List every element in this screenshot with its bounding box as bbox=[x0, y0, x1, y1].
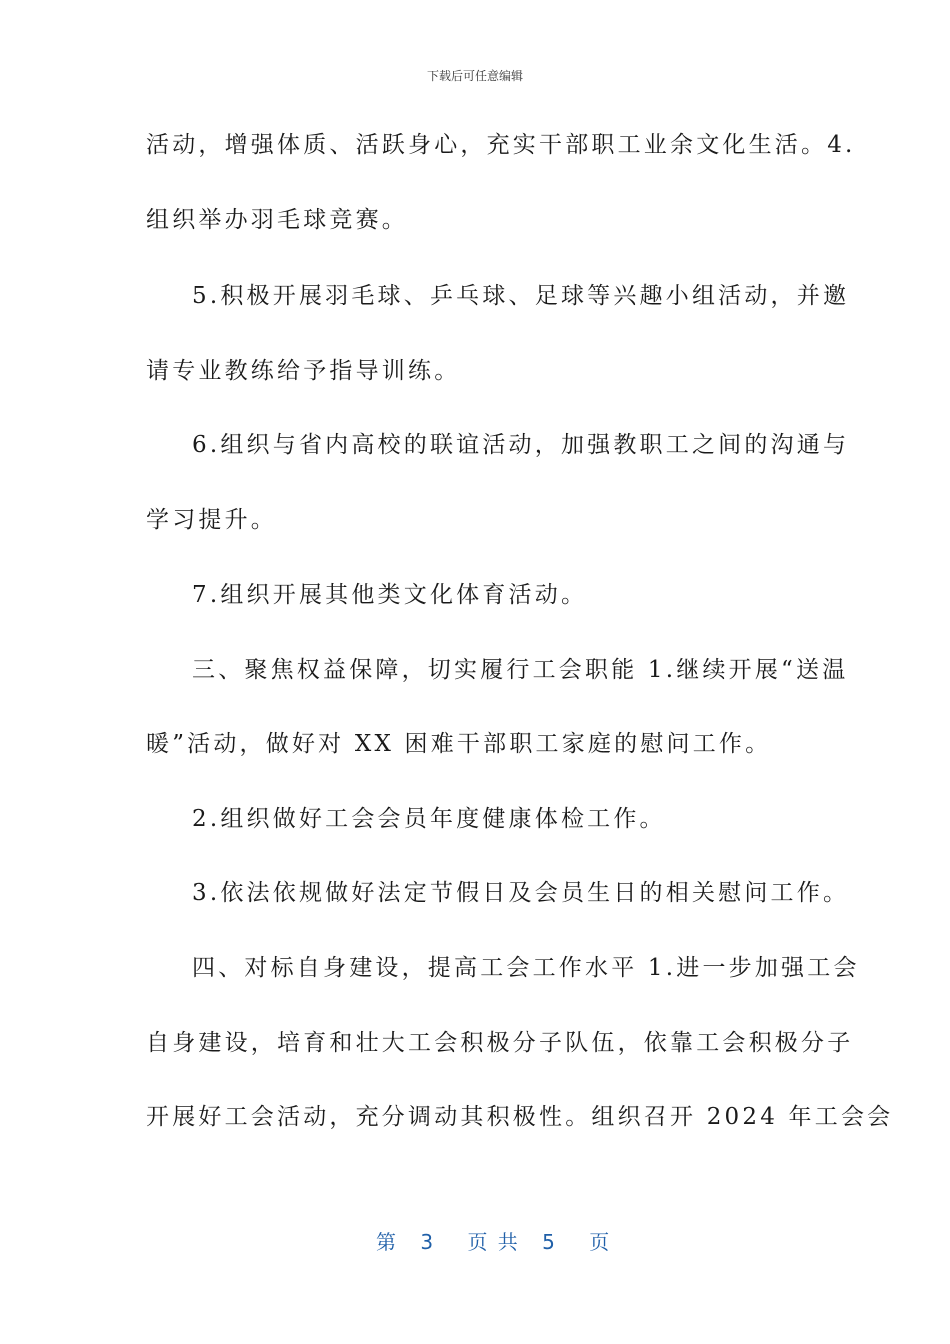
body-line: 3.依法依规做好法定节假日及会员生日的相关慰问工作。 bbox=[192, 880, 850, 906]
footer-suffix: 页 bbox=[589, 1230, 612, 1254]
body-line: 四、对标自身建设，提高工会工作水平 1.进一步加强工会 bbox=[192, 955, 860, 981]
page-header: 下载后可任意编辑 bbox=[426, 69, 523, 83]
body-line: 6.组织与省内高校的联谊活动，加强教职工之间的沟通与 bbox=[192, 432, 850, 458]
body-line: 5.积极开展羽毛球、乒乓球、足球等兴趣小组活动，并邀 bbox=[192, 283, 850, 309]
footer-total-pages: 5 bbox=[542, 1230, 557, 1254]
body-line: 自身建设，培育和壮大工会积极分子队伍，依靠工会积极分子 bbox=[146, 1030, 854, 1056]
body-line: 学习提升。 bbox=[146, 507, 277, 533]
footer-prefix: 第 bbox=[376, 1230, 398, 1254]
footer-current-page: 3 bbox=[420, 1230, 436, 1254]
body-line: 三、聚焦权益保障，切实履行工会职能 1.继续开展“送温 bbox=[192, 657, 849, 683]
body-line: 请专业教练给予指导训练。 bbox=[146, 358, 461, 384]
page-footer bbox=[376, 1226, 611, 1255]
body-line: 2.组织做好工会会员年度健康体检工作。 bbox=[192, 806, 666, 832]
footer-middle: 页 共 bbox=[467, 1230, 520, 1254]
body-line: 开展好工会活动，充分调动其积极性。组织召开 2024 年工会会 bbox=[146, 1104, 894, 1130]
body-line: 暖”活动，做好对 XX 困难干部职工家庭的慰问工作。 bbox=[146, 731, 772, 757]
body-line: 7.组织开展其他类文化体育活动。 bbox=[192, 582, 588, 608]
body-line: 活动，增强体质、活跃身心，充实干部职工业余文化生活。4. bbox=[146, 132, 856, 158]
body-line: 组织举办羽毛球竞赛。 bbox=[146, 207, 408, 233]
